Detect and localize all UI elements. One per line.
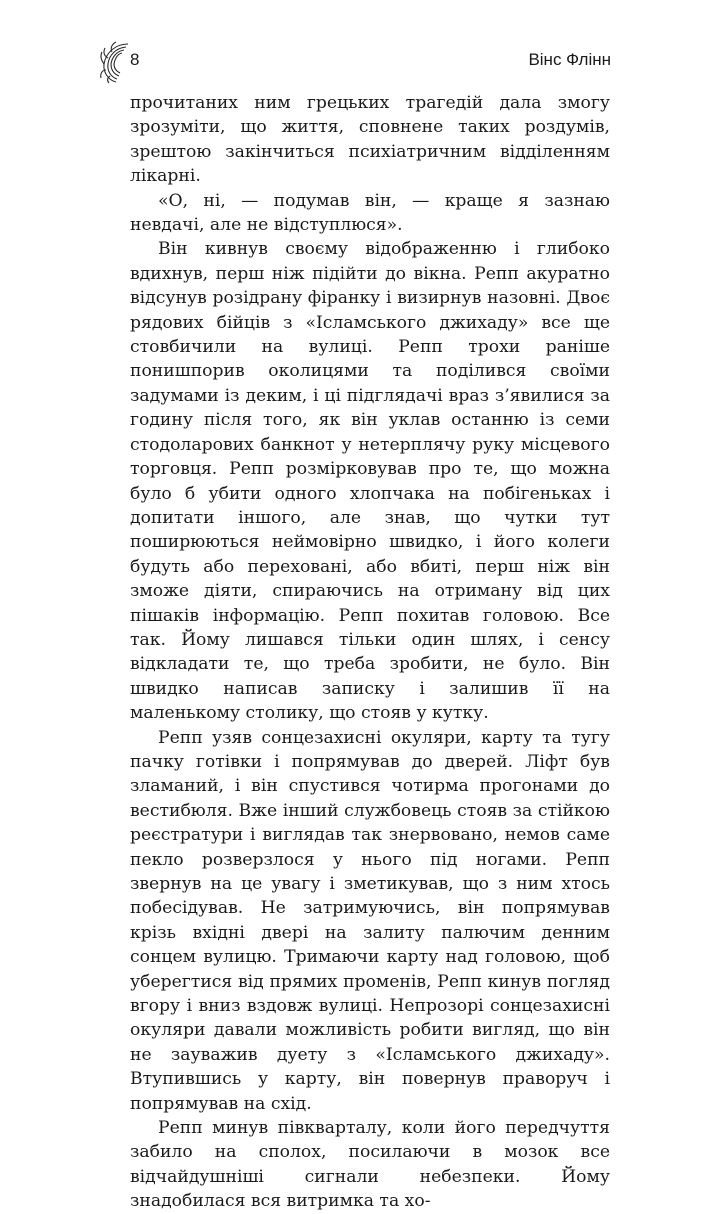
page-number: 8 <box>130 50 140 69</box>
running-head-author: Вінс Флінн <box>528 50 611 69</box>
page-header <box>0 40 728 80</box>
page-body <box>130 91 610 1214</box>
paragraph: прочитаних ним грецьких трагедій дала змогу зрозуміти, що життя, сповнене таких роздумів, зрештою закінчиться психіатричним відділенням лікарні. <box>130 93 610 187</box>
paragraph: Репп минув півкварталу, коли його передчуття забило на сполох, посилаючи в мозок все відчайдушніші сигнали небезпеки. Йому знадобилася вся витримка та хо- <box>130 1118 610 1212</box>
paragraph: Він кивнув своєму відображенню і глибоко вдихнув, перш ніж підійти до вікна. Репп акуратно відсунув розідрану фіранку і визирнув назовні. Двоє рядових бійців з «Ісламського джихаду» все ще стовбичили на вулиці. Репп трохи раніше понишпорив околицями та поділився своїми задумами із деким, і ці підглядачі враз з’явилися за годину після того, як він уклав останню із семи стодоларових банкнот у нетерплячу руку місцевого торговця. Репп розмірковував про те, що можна було б убити одного хлопчака на побігеньках і допитати іншого, але знав, що чутки тут поширюються неймовірно швидко, і його колеги будуть або переховані, або вбиті, перш ніж він зможе діяти, спираючись на отриману від цих пішаків інформацію. Репп похитав головою. Все так. Йому лишався тільки один шлях, і сенсу відкладати те, що треба зробити, не було. Він швидко написав записку і залишив її на маленькому столику, що стояв у кутку. <box>130 239 610 724</box>
paragraph: «О, ні, — подумав він, — краще я зазнаю невдачі, але не відступлюся». <box>130 190 610 236</box>
paragraph: Репп узяв сонцезахисні окуляри, карту та тугу пачку готівки і попрямував до дверей. Ліфт був зламаний, і він спустився чотирма прогонами до вестибюля. Вже інший службовець стояв за стійкою реєстратури і виглядав так знервовано, немов саме пекло розверзлося у нього під ногами. Репп звернув на це увагу і зметикував, що з ним хтось побесідував. Не затримуючись, він попрямував крізь вхідні двері на залиту палючим денним сонцем вулицю. Тримаючи карту над головою, щоб уберегтися від прямих променів, Репп кинув погляд вгору і вниз вздовж вулиці. Непрозорі сонцезахисні окуляри давали можливість робити вигляд, що він не зауважив дуету з «Ісламського джихаду». Втупившись у карту, він повернув праворуч і попрямував на схід. <box>130 727 610 1114</box>
